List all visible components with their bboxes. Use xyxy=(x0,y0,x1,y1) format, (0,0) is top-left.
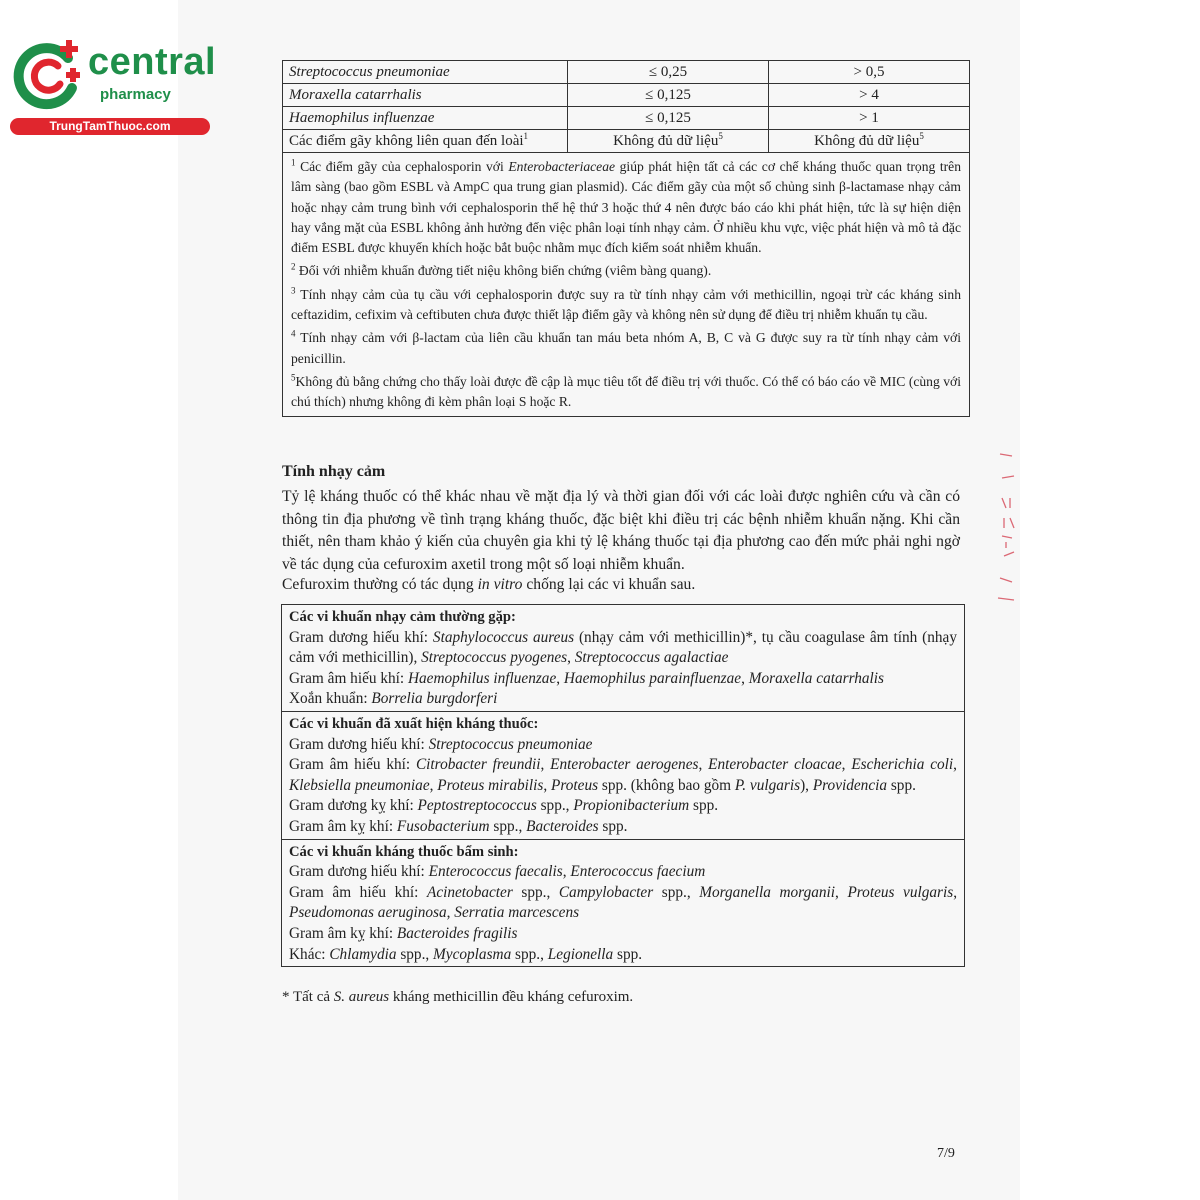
table-row xyxy=(283,84,970,107)
table-row xyxy=(283,61,970,84)
stamp-fragment-icon xyxy=(992,448,1022,608)
footnote-2: $^2$ Đối với nhiễm khuẩn đường tiết niệu không biến chứng (viêm bàng quang). xyxy=(291,261,712,279)
list-item: Xoắn khuẩn: Borrelia burgdorferi xyxy=(289,690,498,708)
nonspecies-s: Không đủ dữ liệu xyxy=(613,133,719,149)
list-item: Gram âm hiếu khí: Acinetobacter spp., Campylobacter spp., Morganella morganii, Proteus vulgaris, Pseudomonas aeruginosa, Serratia marcescens xyxy=(289,883,958,922)
organism-cell: Moraxella catarrhalis xyxy=(283,84,568,107)
footnote-4: $^4$ Tính nhạy cảm với β-lactam của liên cầu khuẩn tan máu beta nhóm A, B, C và G được suy ra từ tính nhạy cảm với penicillin. xyxy=(291,328,961,366)
organism-cell: Haemophilus influenzae xyxy=(283,107,568,130)
table-row xyxy=(282,605,965,712)
resistant-cell: > 4 xyxy=(768,84,969,107)
page-number: 7/9 xyxy=(937,1146,955,1161)
resistant-cell: Không đủ dữ liệu$^5$ xyxy=(768,130,969,153)
footnote-mrsa: * Tất cả S. aureus kháng methicillin đều kháng cefuroxim. xyxy=(282,989,634,1005)
table-row xyxy=(282,711,965,839)
list-item: Gram dương kỵ khí: Peptostreptococcus spp., Propionibacterium spp. xyxy=(289,797,719,815)
list-item: Gram âm kỵ khí: Bacteroides fragilis xyxy=(289,924,518,942)
section-intro: Cefuroxim thường có tác dụng in vitro chống lại các vi khuẩn sau. xyxy=(282,576,696,593)
nonspecies-label-cell: Các điểm gãy không liên quan đến loài$^1$ xyxy=(283,130,568,153)
pharmacy-logo-icon xyxy=(10,36,90,116)
list-item: Gram âm hiếu khí: Haemophilus influenzae, Haemophilus parainfluenzae, Moraxella catarrhalis xyxy=(289,669,884,687)
susceptible-cell: ≤ 0,25 xyxy=(568,61,769,84)
susceptible-cell: ≤ 0,125 xyxy=(568,84,769,107)
list-item: Gram âm kỵ khí: Fusobacterium spp., Bacteroides spp. xyxy=(289,817,628,835)
table-row xyxy=(283,107,970,130)
species-group-inherent-resistance xyxy=(282,839,965,967)
section-title: Tính nhạy cảm xyxy=(282,463,386,480)
species-group-susceptible xyxy=(282,605,965,712)
central-pharmacy-logo[interactable] xyxy=(10,36,215,136)
group-title: Các vi khuẩn nhạy cảm thường gặp: xyxy=(289,609,516,625)
list-item: Gram dương hiếu khí: Enterococcus faecalis, Enterococcus faecium xyxy=(289,863,706,881)
table-row xyxy=(282,839,965,967)
organism-cell: Streptococcus pneumoniae xyxy=(283,61,568,84)
table-row xyxy=(283,130,970,153)
list-item: Khác: Chlamydia spp., Mycoplasma spp., Legionella spp. xyxy=(289,945,643,963)
breakpoint-table xyxy=(282,60,970,417)
brand-url[interactable]: TrungTamThuoc.com xyxy=(10,118,210,135)
footnotes-cell xyxy=(283,153,970,417)
footnote-1: $^1$ Các điểm gãy của cephalosporin với Enterobacteriaceae giúp phát hiện tất cả các cơ chế kháng thuốc quan trọng trên lâm sàng (bao gồm ESBL và AmpC qua trung gian plasmid). Các điểm gãy của một số chủng sinh β-lactamase nhạy cảm hoặc nhạy cảm trung bình với cephalosporin thế hệ thứ 3 hoặc thứ 4 nên được báo cáo khi phát hiện, tức là sự hiện diện hay vắng mặt của ESBL không ảnh hưởng đến việc phân loại tính nhạy cảm. Ở nhiều khu vực, việc phát hiện và mô tả đặc điểm ESBL được khuyến khích hoặc bắt buộc nhằm mục đích kiểm soát nhiễm khuẩn. xyxy=(291,157,961,256)
group-title: Các vi khuẩn đã xuất hiện kháng thuốc: xyxy=(289,715,539,732)
brand-subtitle: pharmacy xyxy=(100,86,171,103)
brand-name: central xyxy=(88,41,217,83)
list-item: Gram dương hiếu khí: Streptococcus pneumoniae xyxy=(289,735,593,753)
list-item: Gram âm hiếu khí: Citrobacter freundii, Enterobacter aerogenes, Enterobacter cloacae, Escherichia coli, Klebsiella pneumoniae, Proteus mirabilis, Proteus spp. (không bao gồm P. vulgaris), Providencia spp. xyxy=(289,756,957,794)
susceptible-cell: ≤ 0,125 xyxy=(568,107,769,130)
susceptible-cell: Không đủ dữ liệu$^5$ xyxy=(568,130,769,153)
section-paragraph: Tỷ lệ kháng thuốc có thể khác nhau về mặt địa lý và thời gian đối với các loài được nghiên cứu và cần có thông tin địa phương về tình trạng kháng thuốc, đặc biệt khi điều trị các bệnh nhiễm khuẩn nặng. Khi cần thiết, nên tham khảo ý kiến của chuyên gia khi tỷ lệ kháng thuốc tại địa phương cao đến mức phải nghi ngờ về tác dụng của cefuroxim axetil trong một số loại nhiễm khuẩn. xyxy=(282,488,960,573)
nonspecies-r: Không đủ dữ liệu xyxy=(814,133,920,149)
nonspecies-label: Các điểm gãy không liên quan đến loài xyxy=(289,133,524,149)
species-table xyxy=(281,604,965,967)
table-row xyxy=(283,153,970,417)
footnote-3: $^3$ Tính nhạy cảm của tụ cầu với cephalosporin được suy ra từ tính nhạy cảm với methicillin, ngoại trừ các kháng sinh ceftazidim, cefixim và ceftibuten chưa được thiết lập điểm gãy và không nên sử dụng để điều trị nhiễm khuẩn tụ cầu. xyxy=(291,285,961,323)
species-group-acquired-resistance xyxy=(282,711,965,839)
resistant-cell: > 0,5 xyxy=(768,61,969,84)
footnote-5: $^5$Không đủ bằng chứng cho thấy loài được đề cập là mục tiêu tốt để điều trị với thuốc. Có thể có báo cáo về MIC (cùng với chú thích) nhưng không đi kèm phân loại S hoặc R. xyxy=(291,372,961,410)
list-item: Gram dương hiếu khí: Staphylococcus aureus (nhạy cảm với methicillin)*, tụ cầu coagulase âm tính (nhạy cảm với methicillin), Streptococcus pyogenes, Streptococcus agalactiae xyxy=(289,628,957,667)
group-title: Các vi khuẩn kháng thuốc bẩm sinh: xyxy=(289,843,519,860)
resistant-cell: > 1 xyxy=(768,107,969,130)
